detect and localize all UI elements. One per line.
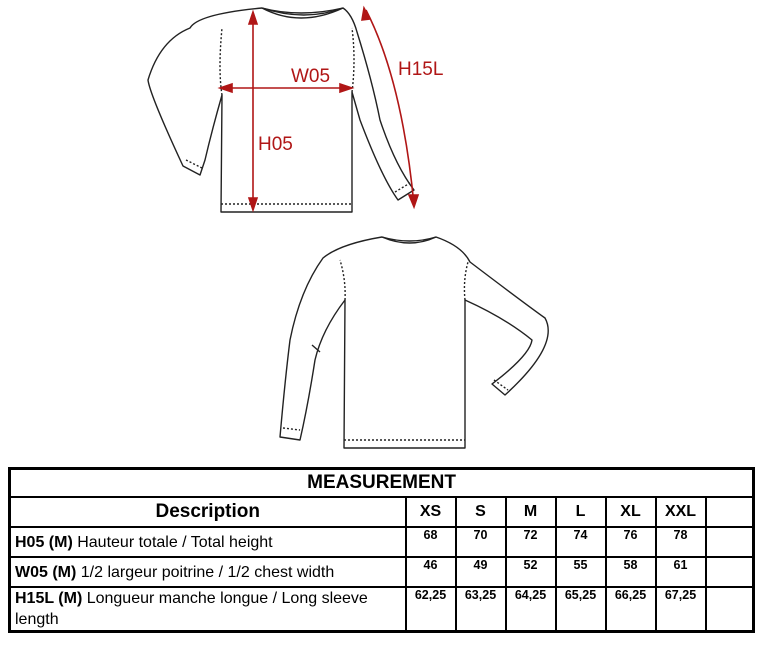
value-cell: 46	[406, 557, 456, 587]
row-text: 1/2 largeur poitrine / 1/2 chest width	[76, 563, 335, 581]
size-header-m: M	[506, 497, 556, 527]
size-header-xs: XS	[406, 497, 456, 527]
value-cell: 78	[656, 527, 706, 557]
value-cell: 64,25	[506, 587, 556, 632]
size-header-s: S	[456, 497, 506, 527]
row-description	[10, 527, 406, 557]
size-header-l: L	[556, 497, 606, 527]
table-title: MEASUREMENT	[10, 469, 754, 498]
row-text: Hauteur totale / Total height	[72, 533, 273, 551]
value-cell	[706, 587, 754, 632]
value-cell: 74	[556, 527, 606, 557]
value-cell: 72	[506, 527, 556, 557]
value-cell: 49	[456, 557, 506, 587]
row-code: W05 (M)	[15, 563, 77, 581]
value-cell: 55	[556, 557, 606, 587]
front-view-shirt	[148, 8, 414, 212]
value-cell	[706, 527, 754, 557]
value-cell: 61	[656, 557, 706, 587]
value-cell: 62,25	[406, 587, 456, 632]
w05-label: W05	[291, 66, 331, 87]
value-cell: 65,25	[556, 587, 606, 632]
value-cell: 76	[606, 527, 656, 557]
size-header-xl: XL	[606, 497, 656, 527]
size-header-xxl: XXL	[656, 497, 706, 527]
value-cell: 67,25	[656, 587, 706, 632]
h05-label: H05	[258, 134, 293, 155]
value-cell: 52	[506, 557, 556, 587]
size-header-empty	[706, 497, 754, 527]
measurement-table	[8, 467, 755, 633]
value-cell: 63,25	[456, 587, 506, 632]
row-description	[10, 587, 406, 632]
table-row	[10, 587, 754, 632]
h15l-label: H15L	[398, 59, 444, 80]
table-row	[10, 557, 754, 587]
value-cell: 66,25	[606, 587, 656, 632]
table-row	[10, 527, 754, 557]
row-code: H15L (M)	[15, 590, 83, 607]
value-cell: 58	[606, 557, 656, 587]
value-cell: 70	[456, 527, 506, 557]
description-header: Description	[10, 497, 406, 527]
row-text: Longueur manche longue / Long sleeve length	[15, 590, 368, 628]
row-description	[10, 557, 406, 587]
back-view-shirt	[280, 237, 548, 448]
value-cell: 68	[406, 527, 456, 557]
row-code: H05 (M)	[15, 533, 73, 551]
value-cell	[706, 557, 754, 587]
